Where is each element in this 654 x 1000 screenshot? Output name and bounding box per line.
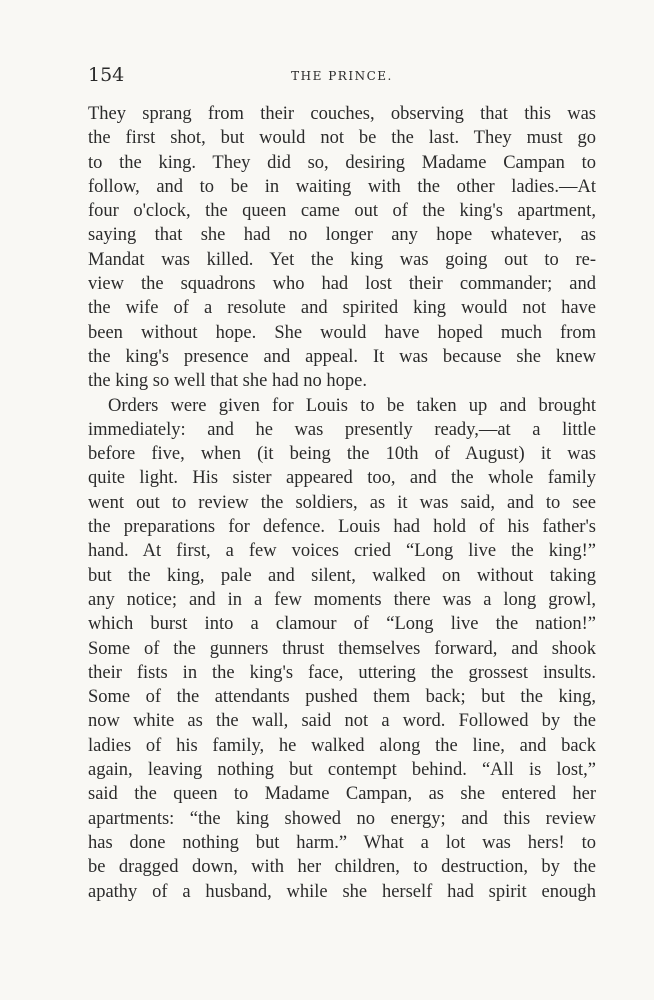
text-line: apartments: “the king showed no energy; and this review — [88, 808, 596, 829]
text-line: view the squadrons who had lost their commander; and — [88, 274, 596, 295]
paragraph-1 — [88, 102, 596, 394]
text-line: ladies of his family, he walked along the line, and back — [88, 735, 596, 756]
text-line: quite light. His sister appeared too, and the whole family — [88, 468, 596, 489]
text-line: any notice; and in a few moments there was a long growl, — [88, 589, 596, 610]
text-line: Mandat was killed. Yet the king was going out to re- — [88, 249, 596, 270]
text-line: Some of the gunners thrust themselves forward, and shook — [88, 638, 596, 659]
text-line: the preparations for defence. Louis had hold of his father's — [88, 517, 596, 538]
text-line: the king's presence and appeal. It was because she knew — [88, 346, 596, 367]
text-line: their fists in the king's face, uttering the grossest insults. — [88, 662, 596, 683]
text-line: went out to review the soldiers, as it was said, and to see — [88, 492, 596, 513]
text-line: said the queen to Madame Campan, as she entered her — [88, 784, 596, 805]
text-line: the wife of a resolute and spirited king would not have — [88, 298, 596, 319]
text-line: now white as the wall, said not a word. Followed by the — [88, 711, 596, 732]
text-line: apathy of a husband, while she herself had spirit enough — [88, 881, 596, 902]
text-line: before five, when (it being the 10th of August) it was — [88, 444, 596, 465]
text-line: again, leaving nothing but contempt behind. “All is lost,” — [88, 760, 596, 781]
text-line: be dragged down, with her children, to destruction, by the — [88, 857, 596, 878]
text-line: follow, and to be in waiting with the other ladies.—At — [88, 176, 596, 197]
text-line: hand. At first, a few voices cried “Long live the king!” — [88, 541, 596, 562]
page-number: 154 — [88, 64, 125, 86]
page-header — [88, 64, 596, 90]
running-head: THE PRINCE. — [291, 69, 393, 83]
text-line: They sprang from their couches, observing that this was — [88, 104, 596, 124]
text-line: to the king. They did so, desiring Madame Campan to — [88, 152, 596, 173]
text-line: the first shot, but would not be the last. They must go — [88, 128, 596, 149]
text-line: has done nothing but harm.” What a lot was hers! to — [88, 832, 596, 853]
text-line: immediately: and he was presently ready,—at a little — [88, 419, 596, 440]
text-line: saying that she had no longer any hope whatever, as — [88, 225, 596, 246]
paragraph-2 — [88, 394, 596, 904]
text-line: the king so well that she had no hope. — [88, 371, 367, 392]
text-line: Some of the attendants pushed them back; but the king, — [88, 687, 596, 708]
body-text — [88, 102, 596, 904]
text-line: but the king, pale and silent, walked on without taking — [88, 565, 596, 586]
text-line: which burst into a clamour of “Long live the nation!” — [88, 614, 596, 635]
text-line: Orders were given for Louis to be taken up and brought — [108, 395, 596, 416]
text-line: been without hope. She would have hoped much from — [88, 322, 596, 343]
text-line: four o'clock, the queen came out of the king's apartment, — [88, 201, 596, 222]
